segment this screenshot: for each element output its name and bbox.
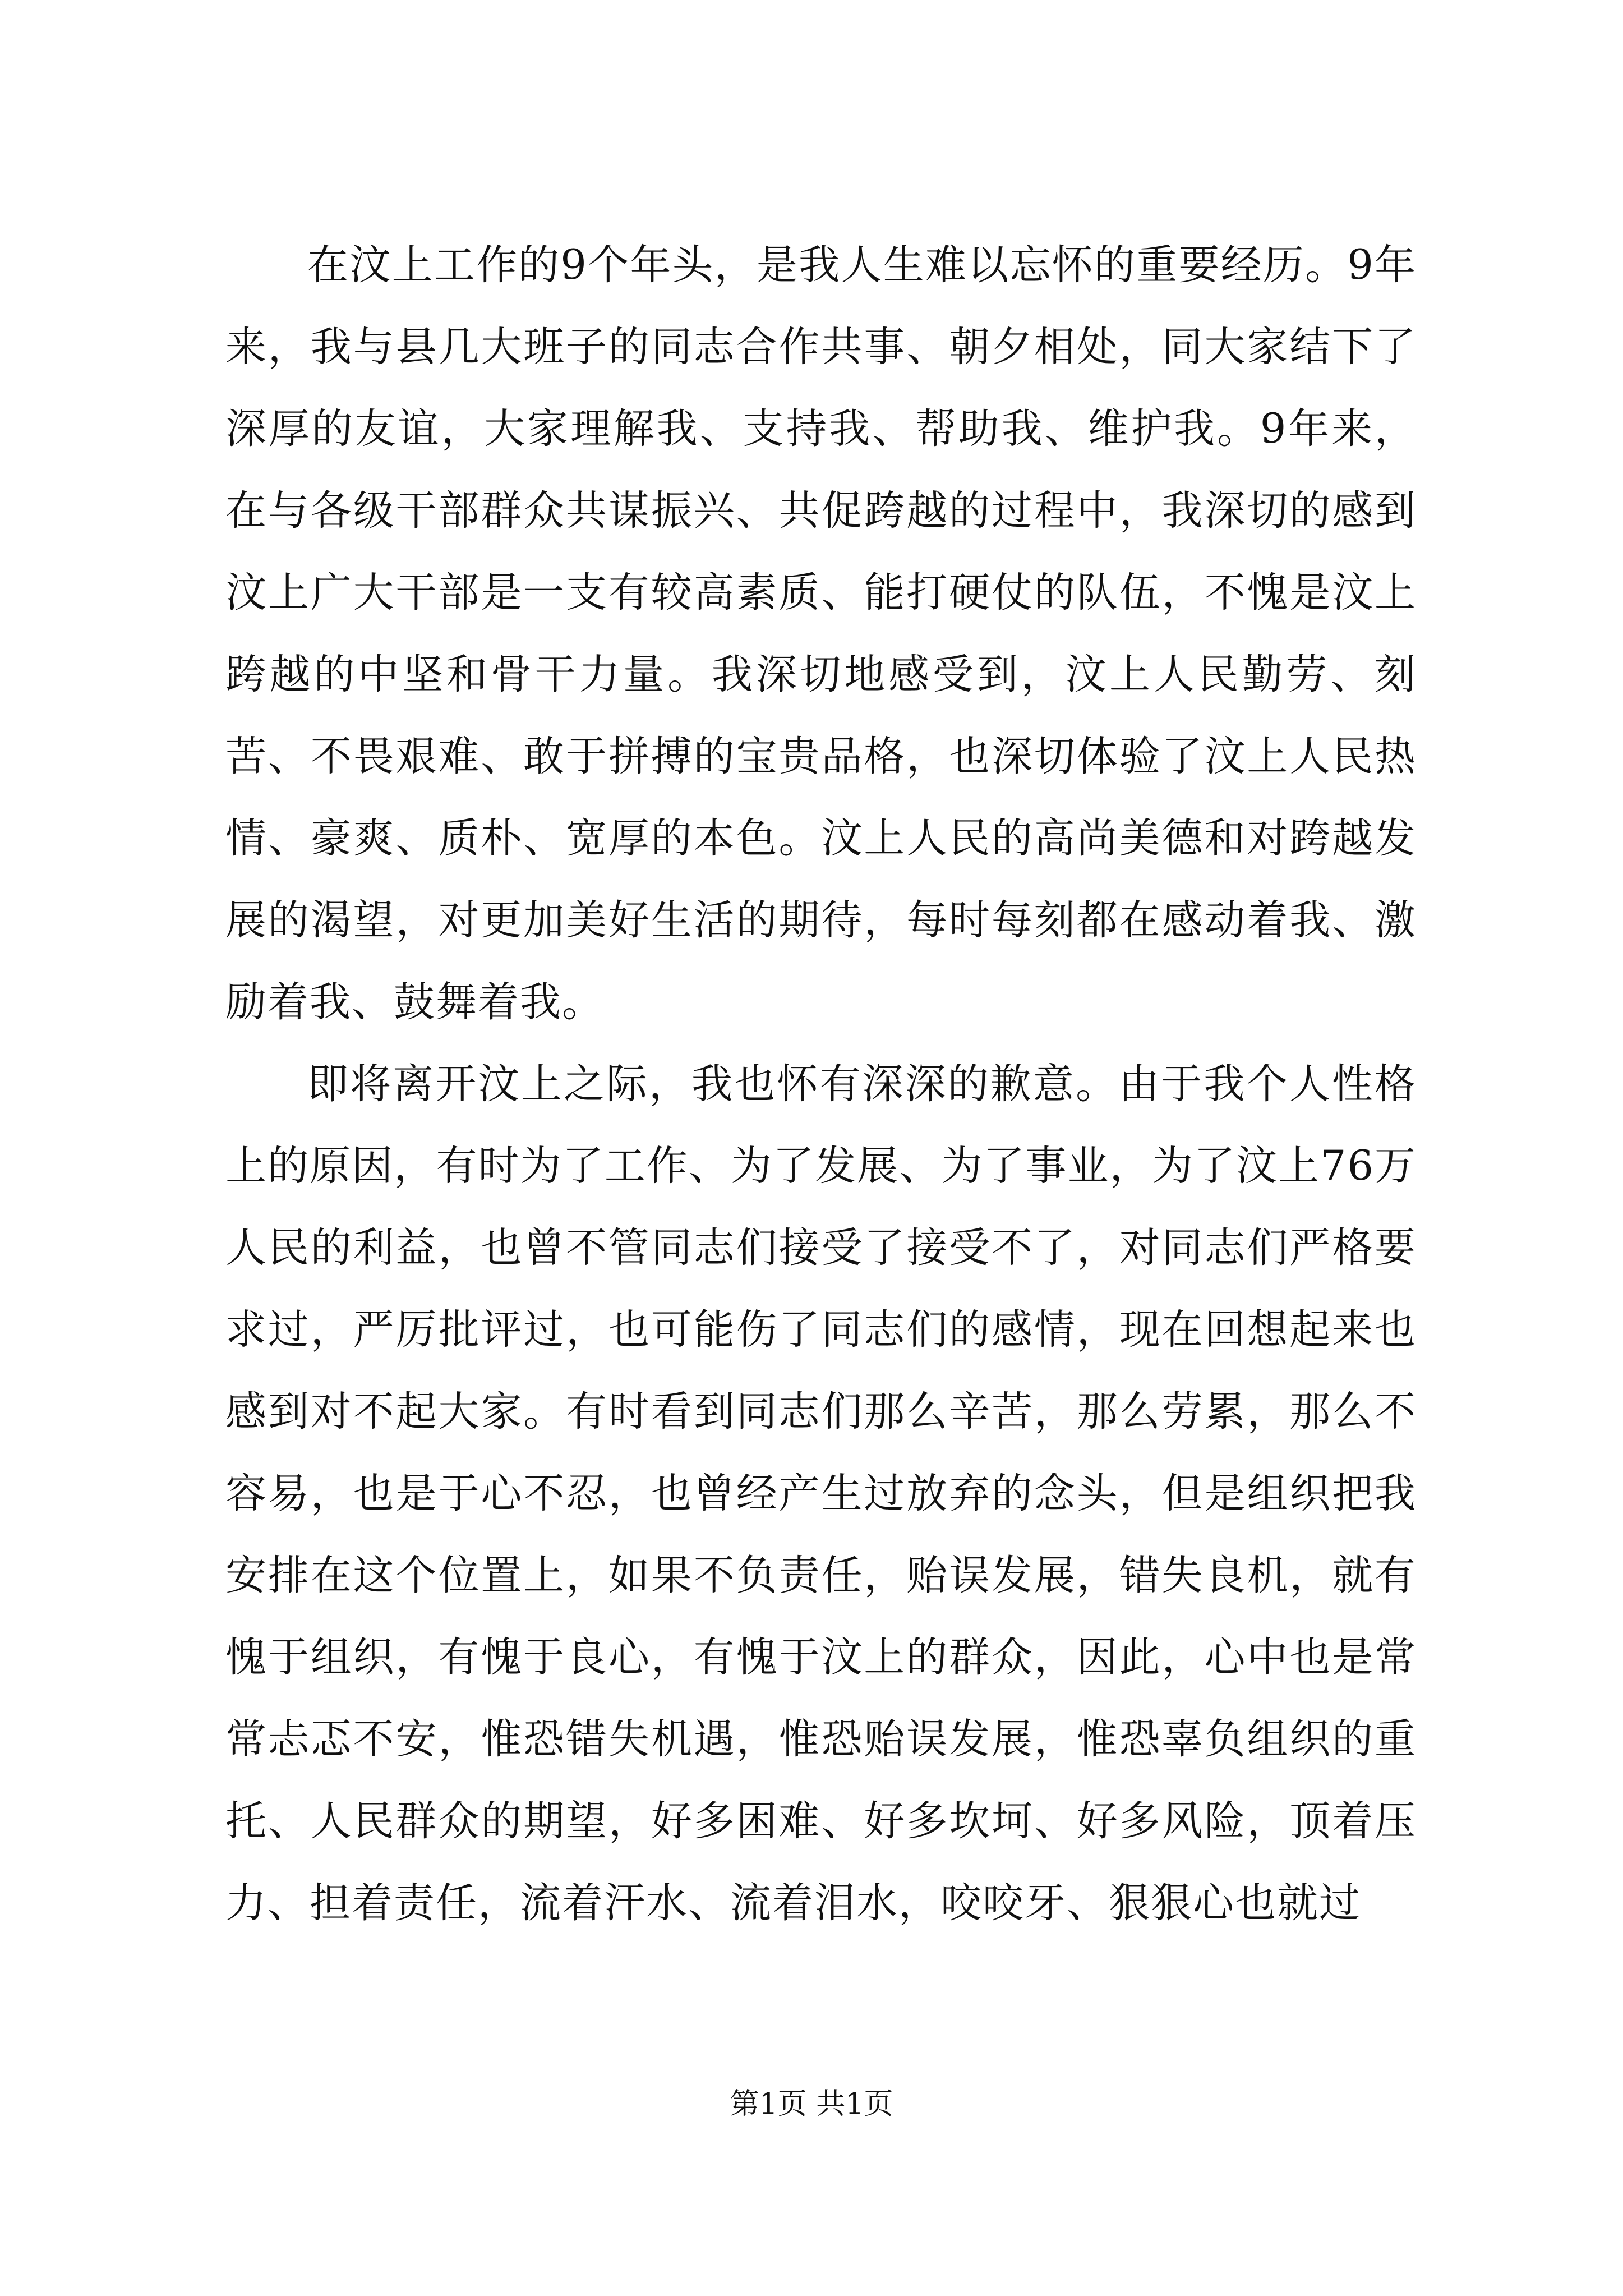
paragraph-1: 在汶上工作的9个年头，是我人生难以忘怀的重要经历。9年来，我与县几大班子的同志合作共事、朝夕相处，同大家结下了深厚的友谊，大家理解我、支持我、帮助我、维护我。9年来，在与各级干部群众共谋振兴、共促跨越的过程中，我深切的感到汶上广大干部是一支有较高素质、能打硬仗的队伍，不愧是汶上跨越的中坚和骨干力量。我深切地感受到，汶上人民勤劳、刻苦、不畏艰难、敢于拼搏的宝贵品格，也深切体验了汶上人民热情、豪爽、质朴、宽厚的本色。汶上人民的高尚美德和对跨越发展的渴望，对更加美好生活的期待，每时每刻都在感动着我、激励着我、鼓舞着我。 — [225, 241, 1417, 1026]
paragraph-2: 即将离开汶上之际，我也怀有深深的歉意。由于我个人性格上的原因，有时为了工作、为了发展、为了事业，为了汶上76万人民的利益，也曾不管同志们接受了接受不了，对同志们严格要求过，严厉批评过，也可能伤了同志们的感情，现在回想起来也感到对不起大家。有时看到同志们那么辛苦，那么劳累，那么不容易，也是于心不忍，也曾经产生过放弃的念头，但是组织把我安排在这个位置上，如果不负责任，贻误发展，错失良机，就有愧于组织，有愧于良心，有愧于汶上的群众，因此，心中也是常常忐忑不安，惟恐错失机遇，惟恐贻误发展，惟恐辜负组织的重托、人民群众的期望，好多困难、好多坎坷、好多风险，顶着压力、担着责任，流着汗水、流着泪水，咬咬牙、狠狠心也就过 — [225, 1060, 1417, 1927]
page-footer: 第1页 共1页 — [730, 2087, 893, 2121]
document-body — [225, 224, 1417, 1944]
